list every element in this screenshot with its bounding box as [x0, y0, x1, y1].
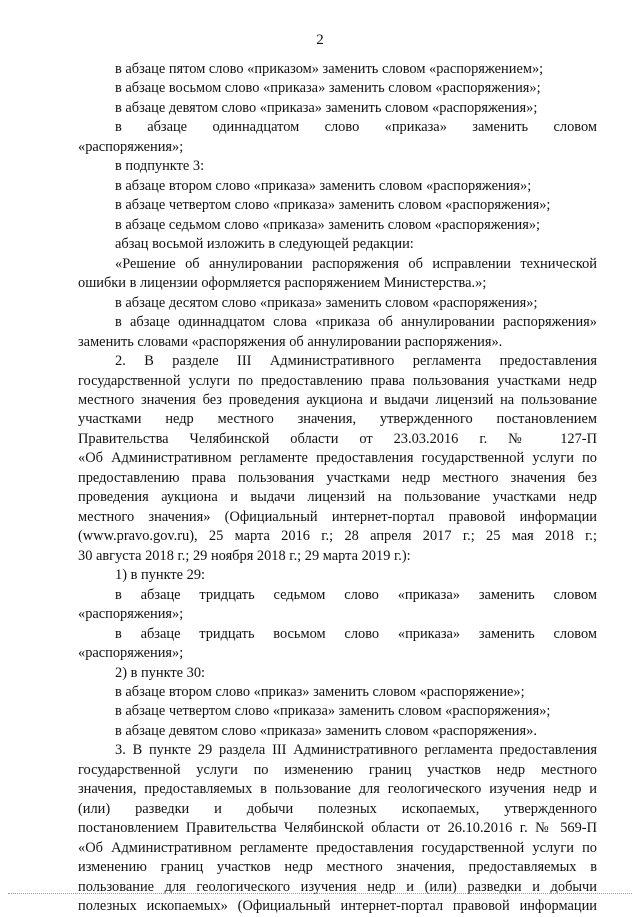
text-line: в абзаце четвертом слово «приказа» заменить словом «распоряжения»; [115, 703, 551, 720]
text-line: в абзаце одиннадцатом слова «приказа об аннулировании распоряжения» [115, 314, 597, 331]
text-line: государственной услуги по предоставлению права пользования участками недр [78, 372, 597, 389]
text-line: в абзаце седьмом слово «приказа» заменить словом «распоряжения»; [115, 216, 541, 233]
document-body [78, 60, 597, 917]
text-line: «Об Административном регламенте предоставления государственной услуги по [78, 450, 597, 467]
text-line: в абзаце девятом слово «приказа» заменить словом «распоряжения»; [115, 99, 538, 116]
text-line: в абзаце пятом слово «приказом» заменить словом «распоряжением»; [115, 61, 544, 77]
text-line: 3. В пункте 29 раздела III Административного регламента предоставления [115, 742, 597, 759]
text-line: предоставлению права пользования участками недр местного значения без [78, 469, 597, 486]
text-line: в подпункте 3: [115, 158, 205, 175]
text-line: постановлением Правительства Челябинской области от 26.10.2016 г. № 569-П [78, 820, 597, 837]
text-line: значения, предоставляемых в пользование для геологического изучения недр и [78, 781, 597, 798]
text-line: пользование для геологического изучения недр и (или) разведки и добычи [78, 878, 597, 895]
text-line: Правительства Челябинской области от 23.03.2016 г. № 127-П [78, 430, 597, 447]
text-line: ошибки в лицензии оформляется распоряжением Министерства.»; [78, 275, 487, 292]
text-line: 1) в пункте 29: [115, 567, 206, 584]
text-line: в абзаце десятом слово «приказа» заменить словом «распоряжения»; [115, 294, 538, 311]
text-line: в абзаце тридцать восьмом слово «приказа» заменить словом [115, 625, 597, 642]
text-line: «распоряжения»; [78, 138, 184, 155]
text-line: изменению границ участков недр местного значения, предоставляемых в [78, 859, 597, 876]
text-line: государственной услуги по изменению границ участков недр местного [78, 761, 597, 778]
text-line: местного значения без проведения аукциона и выдачи лицензий на пользование [78, 391, 597, 408]
text-line: местного значения» (Официальный интернет-портал правовой информации [78, 508, 597, 525]
text-line: проведения аукциона и выдачи лицензий на пользование участками недр [78, 489, 597, 506]
text-line: (или) разведки и добычи полезных ископаемых, утвержденного [78, 800, 597, 817]
text-line: в абзаце втором слово «приказ» заменить словом «распоряжение»; [115, 684, 525, 700]
text-line: участками недр местного значения, утвержденного постановлением [78, 411, 597, 428]
text-line: полезных ископаемых» (Официальный интернет-портал правовой информации [78, 898, 597, 915]
text-line: абзац восьмой изложить в следующей редакции: [115, 236, 414, 253]
text-line: в абзаце тридцать седьмом слово «приказа» заменить словом [115, 586, 597, 603]
page-bottom-edge [8, 893, 632, 894]
text-line: в абзаце одиннадцатом слово «приказа» заменить словом [115, 119, 597, 136]
text-line: 2. В разделе III Административного регламента предоставления [115, 353, 597, 370]
text-line: «распоряжения»; [78, 645, 184, 662]
page-number: 2 [316, 32, 324, 48]
text-line: в абзаце втором слово «приказа» заменить словом «распоряжения»; [115, 177, 532, 194]
text-line: в абзаце девятом слово «приказа» заменить словом «распоряжения». [115, 722, 537, 739]
text-line: (www.pravo.gov.ru), 25 марта 2016 г.; 28 апреля 2017 г.; 25 мая 2018 г.; [78, 528, 597, 545]
text-line: 30 августа 2018 г.; 29 ноября 2018 г.; 29 марта 2019 г.): [78, 547, 411, 564]
text-line: «Об Административном регламенте предоставления государственной услуги по [78, 839, 597, 856]
text-line: «Решение об аннулировании распоряжения об исправлении технической [115, 255, 597, 272]
text-line: заменить словами «распоряжения об аннулировании распоряжения». [78, 333, 503, 350]
text-line: в абзаце восьмом слово «приказа» заменить словом «распоряжения»; [115, 80, 541, 97]
text-line: 2) в пункте 30: [115, 664, 206, 681]
text-line: «распоряжения»; [78, 606, 184, 623]
text-line: в абзаце четвертом слово «приказа» заменить словом «распоряжения»; [115, 197, 551, 214]
